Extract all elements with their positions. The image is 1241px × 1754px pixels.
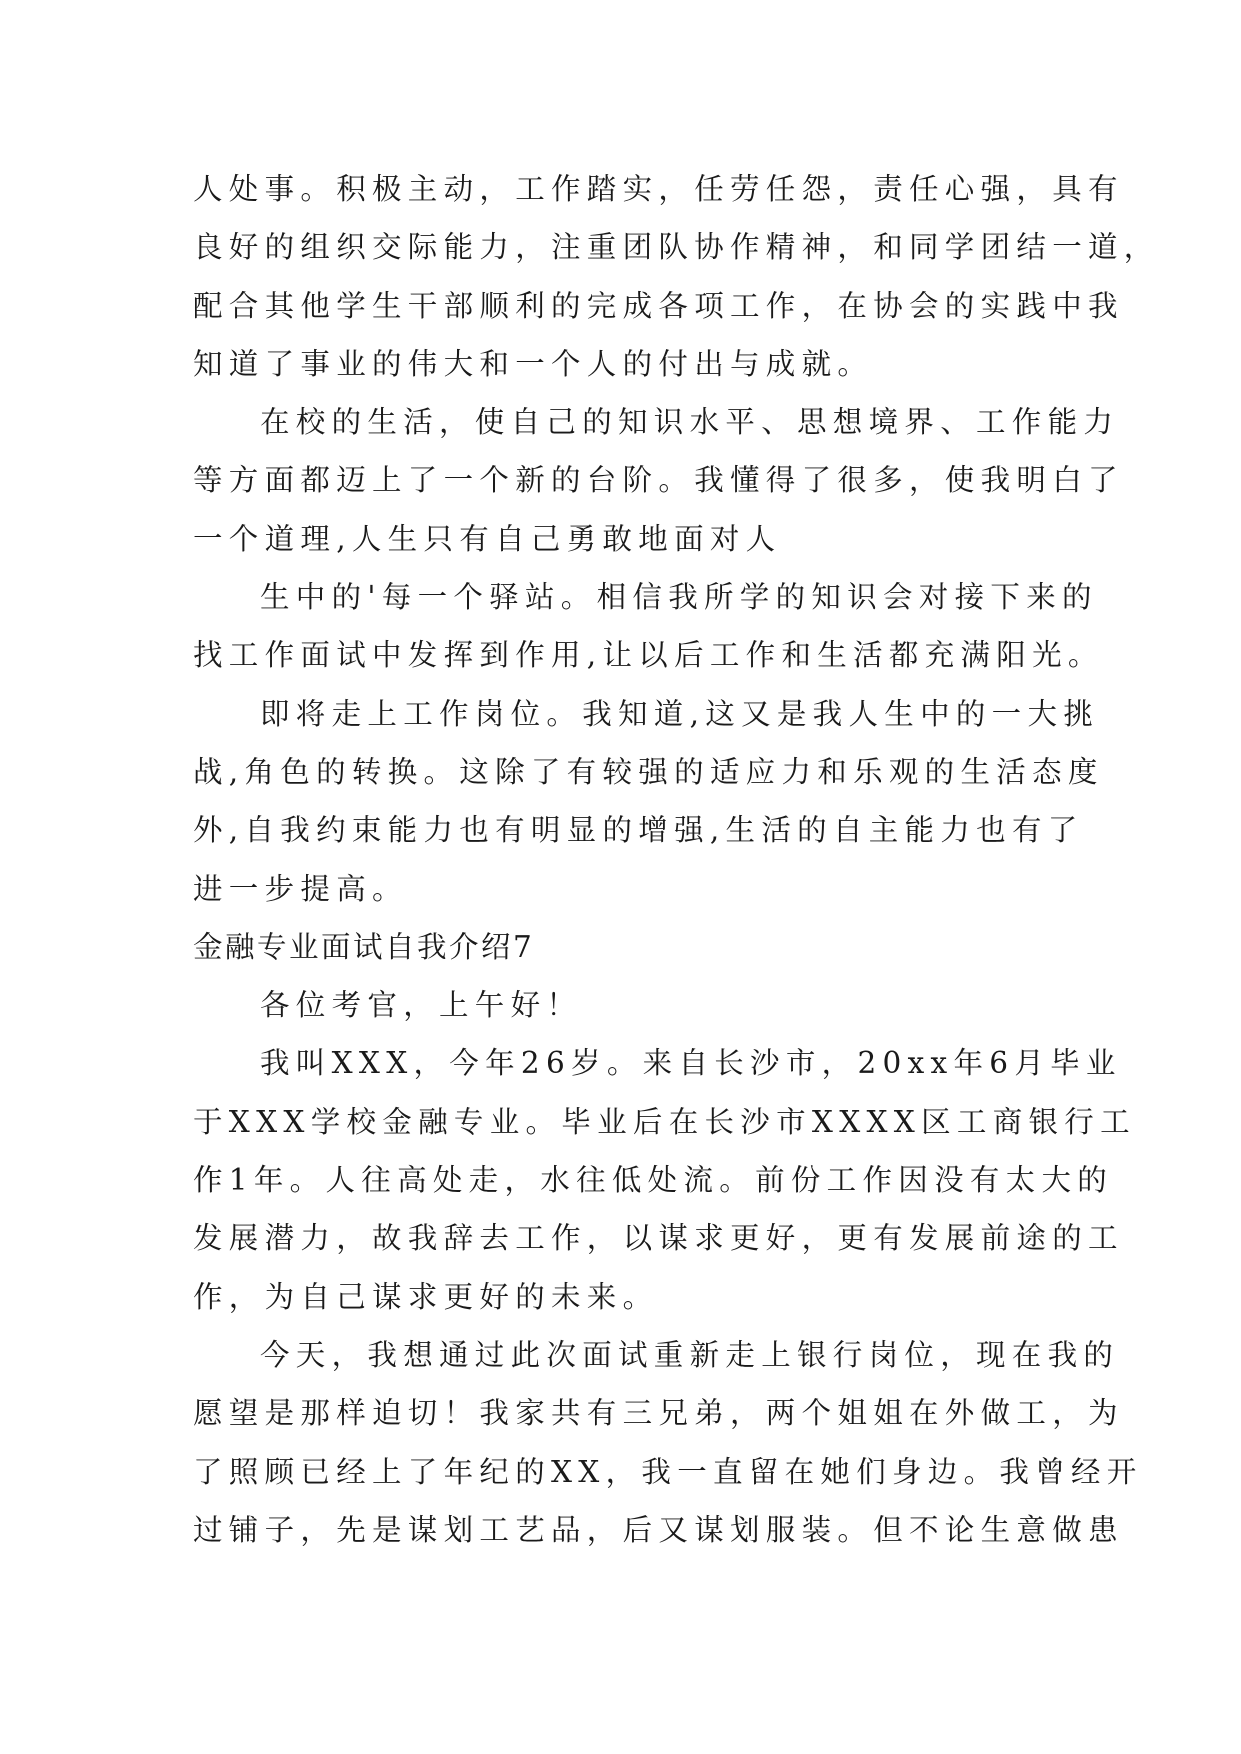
document-body — [193, 160, 1160, 1559]
text-line: 过铺子，先是谋划工艺品，后又谋划服装。但不论生意做患 — [193, 1512, 1124, 1547]
text-line: 良好的组织交际能力，注重团队协作精神，和同学团结一道， — [193, 230, 1160, 265]
text-line: 配合其他学生干部顺利的完成各项工作，在协会的实践中我 — [193, 288, 1124, 323]
text-line: 各位考官，上午好！ — [260, 988, 583, 1023]
text-line: 即将走上工作岗位。我知道,这又是我人生中的一大挑 — [260, 696, 1100, 731]
text-line: 作1年。人往高处走，水往低处流。前份工作因没有太大的 — [193, 1163, 1114, 1198]
text-line: 一个道理,人生只有自己勇敢地面对人 — [193, 521, 782, 556]
section-heading: 金融专业面试自我介绍7 — [193, 929, 535, 964]
text-line: 于XXX学校金融专业。毕业后在长沙市XXXX区工商银行工 — [193, 1104, 1136, 1139]
text-line: 人处事。积极主动，工作踏实，任劳任怨，责任心强，具有 — [193, 172, 1124, 206]
text-line: 在校的生活，使自己的知识水平、思想境界、工作能力 — [260, 405, 1120, 440]
text-line: 我叫XXX，今年26岁。来自长沙市，20xx年6月毕业 — [260, 1046, 1122, 1081]
text-line: 外,自我约束能力也有明显的增强,生活的自主能力也有了 — [193, 813, 1084, 848]
text-line: 进一步提高。 — [193, 871, 408, 906]
text-line: 生中的'每一个驿站。相信我所学的知识会对接下来的 — [260, 580, 1098, 615]
text-line: 等方面都迈上了一个新的台阶。我懂得了很多，使我明白了 — [193, 463, 1124, 498]
text-line: 找工作面试中发挥到作用,让以后工作和生活都充满阳光。 — [193, 638, 1104, 673]
text-line: 战,角色的转换。这除了有较强的适应力和乐观的生活态度 — [193, 754, 1104, 789]
text-line: 发展潜力，故我辞去工作，以谋求更好，更有发展前途的工 — [193, 1221, 1124, 1256]
text-line: 了照顾已经上了年纪的XX，我一直留在她们身边。我曾经开 — [193, 1454, 1143, 1489]
text-line: 今天，我想通过此次面试重新走上银行岗位，现在我的 — [260, 1337, 1120, 1372]
text-line: 作，为自己谋求更好的未来。 — [193, 1279, 659, 1314]
text-line: 愿望是那样迫切！我家共有三兄弟，两个姐姐在外做工，为 — [193, 1396, 1124, 1431]
text-line: 知道了事业的伟大和一个人的付出与成就。 — [193, 346, 874, 381]
